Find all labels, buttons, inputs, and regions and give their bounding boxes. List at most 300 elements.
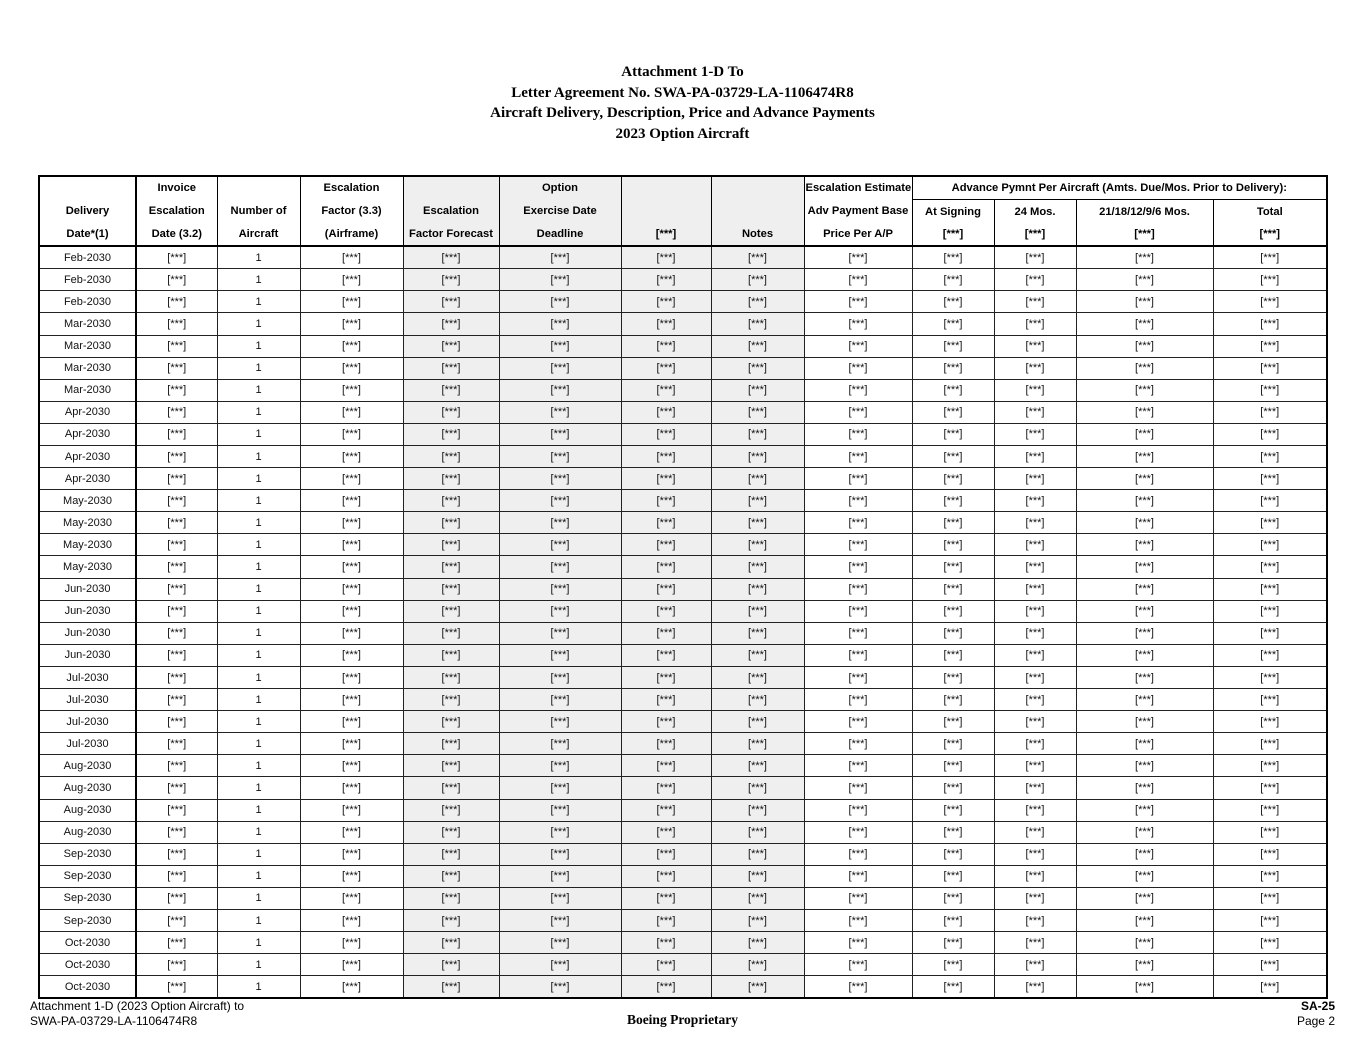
header-cell: Escalation bbox=[300, 176, 403, 200]
table-cell: [***] bbox=[136, 799, 217, 821]
table-cell: [***] bbox=[804, 446, 912, 468]
table-cell: [***] bbox=[136, 578, 217, 600]
table-cell: 1 bbox=[217, 534, 300, 556]
table-cell: [***] bbox=[403, 246, 499, 269]
table-cell: [***] bbox=[621, 799, 711, 821]
table-cell: [***] bbox=[994, 733, 1076, 755]
table-cell: [***] bbox=[912, 490, 994, 512]
header-cell: Invoice bbox=[136, 176, 217, 200]
table-cell: [***] bbox=[1076, 446, 1213, 468]
table-cell: [***] bbox=[621, 269, 711, 291]
table-cell: [***] bbox=[403, 843, 499, 865]
delivery-date-cell: Jul-2030 bbox=[39, 711, 136, 733]
table-row bbox=[39, 755, 1327, 777]
header-cell: Escalation bbox=[136, 200, 217, 223]
table-cell: 1 bbox=[217, 689, 300, 711]
table-cell: [***] bbox=[994, 600, 1076, 622]
table-row bbox=[39, 578, 1327, 600]
delivery-date-cell: May-2030 bbox=[39, 490, 136, 512]
table-cell: [***] bbox=[403, 711, 499, 733]
table-cell: [***] bbox=[1213, 556, 1327, 578]
delivery-date-cell: Mar-2030 bbox=[39, 313, 136, 335]
delivery-date-cell: Feb-2030 bbox=[39, 269, 136, 291]
table-row bbox=[39, 644, 1327, 666]
table-cell: [***] bbox=[912, 335, 994, 357]
header-cell: Adv Payment Base bbox=[804, 200, 912, 223]
table-cell: [***] bbox=[499, 909, 621, 931]
table-cell: [***] bbox=[1213, 843, 1327, 865]
delivery-date-cell: Apr-2030 bbox=[39, 468, 136, 490]
table-cell: [***] bbox=[1213, 932, 1327, 954]
delivery-date-cell: Sep-2030 bbox=[39, 887, 136, 909]
table-cell: 1 bbox=[217, 799, 300, 821]
table-cell: [***] bbox=[403, 578, 499, 600]
table-cell: [***] bbox=[994, 578, 1076, 600]
table-cell: [***] bbox=[621, 335, 711, 357]
table-cell: [***] bbox=[300, 622, 403, 644]
table-cell: [***] bbox=[136, 887, 217, 909]
header-cell: Deadline bbox=[499, 223, 621, 246]
table-cell: 1 bbox=[217, 313, 300, 335]
table-cell: [***] bbox=[300, 313, 403, 335]
table-cell: [***] bbox=[994, 401, 1076, 423]
table-cell: [***] bbox=[1076, 401, 1213, 423]
delivery-schedule-table bbox=[38, 175, 1328, 999]
table-cell: [***] bbox=[403, 512, 499, 534]
table-cell: [***] bbox=[994, 976, 1076, 999]
table-cell: [***] bbox=[1213, 777, 1327, 799]
delivery-date-cell: Feb-2030 bbox=[39, 246, 136, 269]
table-cell: 1 bbox=[217, 490, 300, 512]
table-cell: [***] bbox=[300, 976, 403, 999]
table-cell: [***] bbox=[994, 644, 1076, 666]
table-cell: [***] bbox=[804, 534, 912, 556]
table-cell: [***] bbox=[711, 313, 804, 335]
table-cell: [***] bbox=[1213, 689, 1327, 711]
table-cell: [***] bbox=[994, 622, 1076, 644]
table-cell: [***] bbox=[403, 887, 499, 909]
table-cell: [***] bbox=[1076, 755, 1213, 777]
table-row bbox=[39, 512, 1327, 534]
table-cell: [***] bbox=[499, 711, 621, 733]
table-cell: [***] bbox=[136, 490, 217, 512]
table-row bbox=[39, 534, 1327, 556]
table-cell: [***] bbox=[912, 246, 994, 269]
header-cell: At Signing bbox=[912, 200, 994, 223]
table-cell: [***] bbox=[711, 755, 804, 777]
table-cell: [***] bbox=[403, 556, 499, 578]
header-row-3 bbox=[39, 223, 1327, 246]
table-cell: [***] bbox=[403, 666, 499, 688]
table-cell: [***] bbox=[300, 644, 403, 666]
table-cell: [***] bbox=[804, 269, 912, 291]
table-cell: [***] bbox=[300, 269, 403, 291]
table-cell: [***] bbox=[912, 291, 994, 313]
table-cell: [***] bbox=[994, 490, 1076, 512]
table-cell: [***] bbox=[499, 622, 621, 644]
delivery-date-cell: Jul-2030 bbox=[39, 666, 136, 688]
table-row bbox=[39, 246, 1327, 269]
table-cell: [***] bbox=[1076, 313, 1213, 335]
table-cell: [***] bbox=[804, 379, 912, 401]
table-body bbox=[39, 246, 1327, 998]
table-cell: [***] bbox=[994, 689, 1076, 711]
table-cell: 1 bbox=[217, 600, 300, 622]
table-cell: [***] bbox=[300, 490, 403, 512]
table-cell: [***] bbox=[912, 954, 994, 976]
table-cell: 1 bbox=[217, 468, 300, 490]
table-cell: [***] bbox=[711, 711, 804, 733]
table-cell: [***] bbox=[912, 843, 994, 865]
delivery-date-cell: Apr-2030 bbox=[39, 423, 136, 445]
table-cell: [***] bbox=[1213, 887, 1327, 909]
delivery-date-cell: Aug-2030 bbox=[39, 799, 136, 821]
table-cell: [***] bbox=[300, 291, 403, 313]
table-cell: [***] bbox=[1213, 357, 1327, 379]
table-cell: [***] bbox=[1213, 666, 1327, 688]
table-row bbox=[39, 887, 1327, 909]
table-cell: [***] bbox=[136, 689, 217, 711]
table-cell: [***] bbox=[1076, 534, 1213, 556]
table-cell: [***] bbox=[1213, 909, 1327, 931]
table-cell: 1 bbox=[217, 379, 300, 401]
table-cell: [***] bbox=[711, 556, 804, 578]
table-cell: [***] bbox=[403, 357, 499, 379]
table-cell: [***] bbox=[300, 512, 403, 534]
table-cell: [***] bbox=[1213, 976, 1327, 999]
table-cell: [***] bbox=[136, 269, 217, 291]
table-cell: [***] bbox=[1076, 556, 1213, 578]
table-cell: [***] bbox=[804, 887, 912, 909]
table-cell: [***] bbox=[499, 512, 621, 534]
table-cell: [***] bbox=[711, 578, 804, 600]
table-cell: [***] bbox=[912, 755, 994, 777]
table-cell: [***] bbox=[499, 666, 621, 688]
table-cell: [***] bbox=[621, 887, 711, 909]
table-cell: [***] bbox=[711, 932, 804, 954]
table-cell: [***] bbox=[912, 909, 994, 931]
delivery-date-cell: Mar-2030 bbox=[39, 335, 136, 357]
table-cell: [***] bbox=[621, 556, 711, 578]
table-cell: [***] bbox=[621, 534, 711, 556]
table-row bbox=[39, 689, 1327, 711]
delivery-date-cell: Jun-2030 bbox=[39, 578, 136, 600]
table-cell: [***] bbox=[1076, 689, 1213, 711]
header-cell: [***] bbox=[1213, 223, 1327, 246]
header-cell: Exercise Date bbox=[499, 200, 621, 223]
table-row bbox=[39, 777, 1327, 799]
header-cell bbox=[39, 176, 136, 200]
table-cell: [***] bbox=[621, 976, 711, 999]
header-cell bbox=[711, 200, 804, 223]
table-row bbox=[39, 446, 1327, 468]
table-cell: [***] bbox=[300, 865, 403, 887]
table-cell: 1 bbox=[217, 335, 300, 357]
table-cell: [***] bbox=[621, 666, 711, 688]
delivery-date-cell: Aug-2030 bbox=[39, 755, 136, 777]
header-cell: Notes bbox=[711, 223, 804, 246]
table-cell: [***] bbox=[711, 976, 804, 999]
table-cell: [***] bbox=[403, 755, 499, 777]
table-cell: [***] bbox=[912, 512, 994, 534]
header-cell: Factor (3.3) bbox=[300, 200, 403, 223]
table-cell: [***] bbox=[1213, 865, 1327, 887]
table-cell: [***] bbox=[994, 865, 1076, 887]
table-cell: [***] bbox=[499, 313, 621, 335]
table-cell: [***] bbox=[403, 799, 499, 821]
footer-proprietary-notice: Boeing Proprietary bbox=[626, 1012, 739, 1027]
table-cell: 1 bbox=[217, 644, 300, 666]
table-row bbox=[39, 711, 1327, 733]
footer-sa-number: SA-25 bbox=[1300, 999, 1335, 1013]
table-cell: [***] bbox=[403, 379, 499, 401]
table-cell: 1 bbox=[217, 887, 300, 909]
table-cell: 1 bbox=[217, 666, 300, 688]
table-cell: [***] bbox=[136, 313, 217, 335]
table-cell: 1 bbox=[217, 512, 300, 534]
table-cell: [***] bbox=[1076, 622, 1213, 644]
table-cell: [***] bbox=[912, 534, 994, 556]
table-cell: [***] bbox=[912, 556, 994, 578]
table-cell: [***] bbox=[403, 689, 499, 711]
header-cell: [***] bbox=[1076, 223, 1213, 246]
table-cell: [***] bbox=[1076, 821, 1213, 843]
table-cell: [***] bbox=[711, 600, 804, 622]
table-cell: [***] bbox=[403, 446, 499, 468]
table-cell: [***] bbox=[1213, 468, 1327, 490]
table-cell: [***] bbox=[403, 269, 499, 291]
table-row bbox=[39, 600, 1327, 622]
header-row-2 bbox=[39, 200, 1327, 223]
table-cell: [***] bbox=[499, 556, 621, 578]
table-cell: [***] bbox=[912, 446, 994, 468]
delivery-date-cell: Jun-2030 bbox=[39, 600, 136, 622]
table-cell: [***] bbox=[621, 423, 711, 445]
table-cell: [***] bbox=[1213, 401, 1327, 423]
table-cell: [***] bbox=[1213, 600, 1327, 622]
table-cell: [***] bbox=[994, 246, 1076, 269]
table-cell: 1 bbox=[217, 622, 300, 644]
table-cell: 1 bbox=[217, 578, 300, 600]
header-cell bbox=[711, 176, 804, 200]
table-cell: [***] bbox=[499, 578, 621, 600]
table-row bbox=[39, 821, 1327, 843]
table-cell: [***] bbox=[804, 909, 912, 931]
table-cell: [***] bbox=[403, 600, 499, 622]
table-cell: [***] bbox=[136, 755, 217, 777]
table-cell: [***] bbox=[136, 622, 217, 644]
table-cell: [***] bbox=[499, 777, 621, 799]
table-cell: [***] bbox=[1076, 887, 1213, 909]
table-cell: [***] bbox=[403, 468, 499, 490]
header-cell: Option bbox=[499, 176, 621, 200]
table-cell: [***] bbox=[499, 865, 621, 887]
table-cell: [***] bbox=[300, 932, 403, 954]
table-cell: [***] bbox=[300, 468, 403, 490]
table-cell: [***] bbox=[804, 932, 912, 954]
table-cell: [***] bbox=[1213, 291, 1327, 313]
table-row bbox=[39, 357, 1327, 379]
table-row bbox=[39, 622, 1327, 644]
table-cell: [***] bbox=[1076, 666, 1213, 688]
delivery-date-cell: Oct-2030 bbox=[39, 954, 136, 976]
table-cell: [***] bbox=[1213, 423, 1327, 445]
table-cell: [***] bbox=[711, 534, 804, 556]
table-cell: [***] bbox=[621, 733, 711, 755]
table-cell: [***] bbox=[499, 733, 621, 755]
table-cell: [***] bbox=[1076, 423, 1213, 445]
table-cell: [***] bbox=[499, 689, 621, 711]
table-cell: [***] bbox=[136, 291, 217, 313]
title-line-option-aircraft: 2023 Option Aircraft bbox=[615, 125, 750, 142]
delivery-date-cell: Jul-2030 bbox=[39, 733, 136, 755]
table-cell: [***] bbox=[711, 821, 804, 843]
table-cell: 1 bbox=[217, 909, 300, 931]
table-cell: [***] bbox=[1076, 379, 1213, 401]
table-cell: [***] bbox=[711, 622, 804, 644]
table-cell: [***] bbox=[1213, 379, 1327, 401]
table-cell: [***] bbox=[136, 821, 217, 843]
header-cell: [***] bbox=[621, 223, 711, 246]
table-cell: [***] bbox=[300, 711, 403, 733]
table-cell: [***] bbox=[994, 909, 1076, 931]
table-cell: [***] bbox=[1076, 269, 1213, 291]
table-cell: 1 bbox=[217, 711, 300, 733]
table-cell: [***] bbox=[1076, 512, 1213, 534]
table-row bbox=[39, 313, 1327, 335]
table-cell: 1 bbox=[217, 843, 300, 865]
header-cell: [***] bbox=[912, 223, 994, 246]
table-cell: [***] bbox=[804, 556, 912, 578]
table-cell: [***] bbox=[1076, 357, 1213, 379]
header-cell: Factor Forecast bbox=[403, 223, 499, 246]
delivery-date-cell: May-2030 bbox=[39, 512, 136, 534]
table-cell: [***] bbox=[804, 799, 912, 821]
table-row bbox=[39, 733, 1327, 755]
table-cell: [***] bbox=[136, 865, 217, 887]
table-cell: [***] bbox=[300, 446, 403, 468]
table-cell: [***] bbox=[1076, 291, 1213, 313]
table-row bbox=[39, 666, 1327, 688]
table-cell: [***] bbox=[912, 401, 994, 423]
table-cell: [***] bbox=[300, 821, 403, 843]
table-cell: [***] bbox=[804, 291, 912, 313]
table-cell: [***] bbox=[621, 865, 711, 887]
table-row bbox=[39, 865, 1327, 887]
table-cell: [***] bbox=[912, 578, 994, 600]
table-cell: [***] bbox=[994, 843, 1076, 865]
header-cell: Date*(1) bbox=[39, 223, 136, 246]
table-cell: [***] bbox=[499, 335, 621, 357]
table-cell: [***] bbox=[804, 666, 912, 688]
table-cell: [***] bbox=[499, 932, 621, 954]
table-cell: [***] bbox=[912, 887, 994, 909]
delivery-date-cell: Oct-2030 bbox=[39, 976, 136, 999]
table-cell: [***] bbox=[499, 644, 621, 666]
table-cell: [***] bbox=[711, 512, 804, 534]
title-line-description: Aircraft Delivery, Description, Price and Advance Payments bbox=[490, 105, 875, 122]
table-cell: [***] bbox=[136, 600, 217, 622]
table-cell: [***] bbox=[300, 600, 403, 622]
table-cell: [***] bbox=[711, 335, 804, 357]
table-cell: [***] bbox=[711, 246, 804, 269]
delivery-date-cell: Apr-2030 bbox=[39, 401, 136, 423]
header-cell bbox=[621, 176, 711, 200]
table-cell: [***] bbox=[621, 711, 711, 733]
delivery-date-cell: Aug-2030 bbox=[39, 821, 136, 843]
table-cell: [***] bbox=[1213, 644, 1327, 666]
table-cell: [***] bbox=[621, 821, 711, 843]
table-cell: [***] bbox=[711, 468, 804, 490]
table-cell: [***] bbox=[1076, 733, 1213, 755]
table-cell: [***] bbox=[804, 711, 912, 733]
table-cell: [***] bbox=[912, 468, 994, 490]
table-cell: [***] bbox=[300, 755, 403, 777]
table-cell: [***] bbox=[1213, 534, 1327, 556]
table-row bbox=[39, 335, 1327, 357]
table-cell: [***] bbox=[300, 556, 403, 578]
table-cell: [***] bbox=[499, 379, 621, 401]
table-cell: 1 bbox=[217, 401, 300, 423]
table-cell: [***] bbox=[804, 954, 912, 976]
table-cell: [***] bbox=[136, 512, 217, 534]
table-cell: [***] bbox=[136, 534, 217, 556]
table-cell: [***] bbox=[994, 666, 1076, 688]
table-cell: 1 bbox=[217, 556, 300, 578]
table-cell: [***] bbox=[621, 600, 711, 622]
table-cell: [***] bbox=[499, 534, 621, 556]
footer-left-line2: SWA-PA-03729-LA-1106474R8 bbox=[30, 1014, 198, 1028]
table-cell: [***] bbox=[621, 932, 711, 954]
table-cell: [***] bbox=[711, 689, 804, 711]
table-cell: 1 bbox=[217, 755, 300, 777]
table-row bbox=[39, 932, 1327, 954]
table-cell: [***] bbox=[621, 843, 711, 865]
table-cell: [***] bbox=[804, 600, 912, 622]
table-cell: [***] bbox=[711, 644, 804, 666]
table-cell: [***] bbox=[621, 379, 711, 401]
table-cell: [***] bbox=[711, 777, 804, 799]
table-cell: [***] bbox=[499, 954, 621, 976]
footer-page-number: Page 2 bbox=[1296, 1014, 1335, 1028]
table-cell: [***] bbox=[804, 357, 912, 379]
table-cell: [***] bbox=[994, 313, 1076, 335]
table-cell: [***] bbox=[136, 468, 217, 490]
table-cell: [***] bbox=[804, 401, 912, 423]
table-cell: [***] bbox=[711, 291, 804, 313]
table-cell: [***] bbox=[403, 335, 499, 357]
table-cell: 1 bbox=[217, 932, 300, 954]
table-cell: [***] bbox=[621, 512, 711, 534]
table-cell: [***] bbox=[499, 423, 621, 445]
table-cell: [***] bbox=[804, 335, 912, 357]
footer-page-info bbox=[1297, 999, 1335, 1029]
table-cell: [***] bbox=[1213, 799, 1327, 821]
delivery-date-cell: Sep-2030 bbox=[39, 843, 136, 865]
table-cell: [***] bbox=[994, 468, 1076, 490]
table-cell: [***] bbox=[994, 777, 1076, 799]
table-cell: [***] bbox=[994, 291, 1076, 313]
table-cell: [***] bbox=[912, 269, 994, 291]
table-cell: [***] bbox=[621, 578, 711, 600]
table-cell: [***] bbox=[912, 423, 994, 445]
table-cell: [***] bbox=[994, 556, 1076, 578]
table-cell: [***] bbox=[912, 932, 994, 954]
table-cell: [***] bbox=[136, 954, 217, 976]
table-cell: [***] bbox=[499, 468, 621, 490]
table-cell: [***] bbox=[403, 976, 499, 999]
table-cell: [***] bbox=[804, 622, 912, 644]
